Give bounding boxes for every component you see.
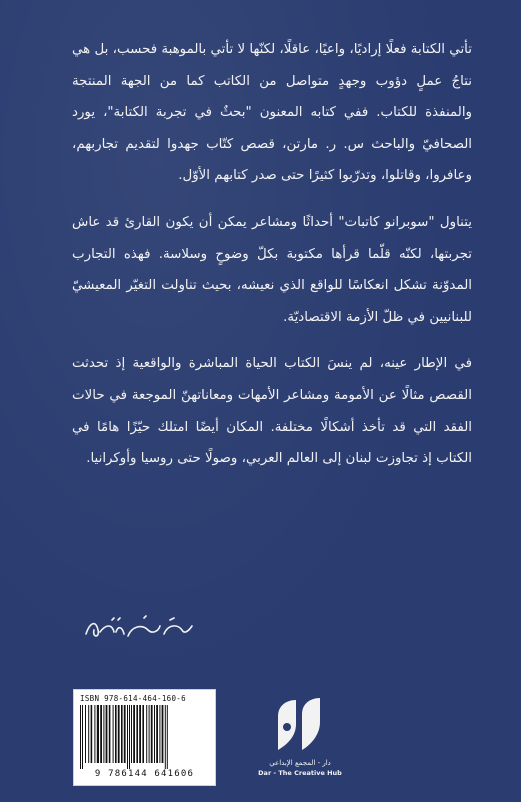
isbn-barcode: [73, 689, 216, 786]
blurb-paragraph-1: تأتي الكتابة فعلًا إراديًا، واعيًا، عاقلًا، لكنّها لا تأتي بالموهبة فحسب، بل هي نتاجُ عملٍ دؤوب وجهدٍ متواصل من الكاتب كما من الجهة المنتجة والمنفذة للكتاب. ففي كتابه المعنون "بحثٌ في تجربة الكتابة"، يورد الصحافيّ والباحث س. ر. مارتن، قصص كتّاب جهدوا لتقديم تجاربهم، وعافروا، وقاتلوا، وتدرّبوا كثيرًا حتى صدر كتابهم الأوّل.: [72, 42, 472, 184]
blurb-text: [72, 34, 472, 475]
publisher-name-en: Dar - The Creative Hub: [258, 769, 342, 777]
blurb-paragraph-2: يتناول "سوبرانو كاتبات" أحداثًا ومشاعر يمكن أن يكون القارئ قد عاش تجربتها، لكنّه قلّما قرأها مكتوبة بكلّ وضوحٍ وسلاسة. فهذه التجارب المدوّنة تشكل انعكاسًا للواقع الذي نعيشه، بحيث تناولت التغيّر المعيشيّ للبنانيين في ظلّ الأزمة الاقتصاديّة.: [72, 214, 472, 325]
barcode-digits: 9 786144 641606: [94, 769, 195, 779]
isbn-label: ISBN 978-614-464-160-6: [80, 694, 186, 703]
publisher-mark-icon: [272, 694, 328, 756]
barcode-bars: [78, 705, 211, 769]
publisher-logo: [254, 694, 346, 798]
blurb-paragraph-3: في الإطار عينه، لم ينسَ الكتاب الحياة المباشرة والواقعية إذ تحدثت القصص مثالًا عن الأمومة ومشاعر الأمهات ومعاناتهنّ الموجعة في حالات الفقد التي قد تأخذ أشكالًا مختلفة. المكان أيضًا امتلك حيّزًا هامًا في الكتاب إذ تجاوزت لبنان إلى العالم العربي، وصولًا حتى روسيا وأوكرانيا.: [72, 356, 472, 467]
publisher-name-ar: دار - المجمع الإبداعي: [269, 759, 331, 767]
author-signature: [78, 608, 198, 648]
